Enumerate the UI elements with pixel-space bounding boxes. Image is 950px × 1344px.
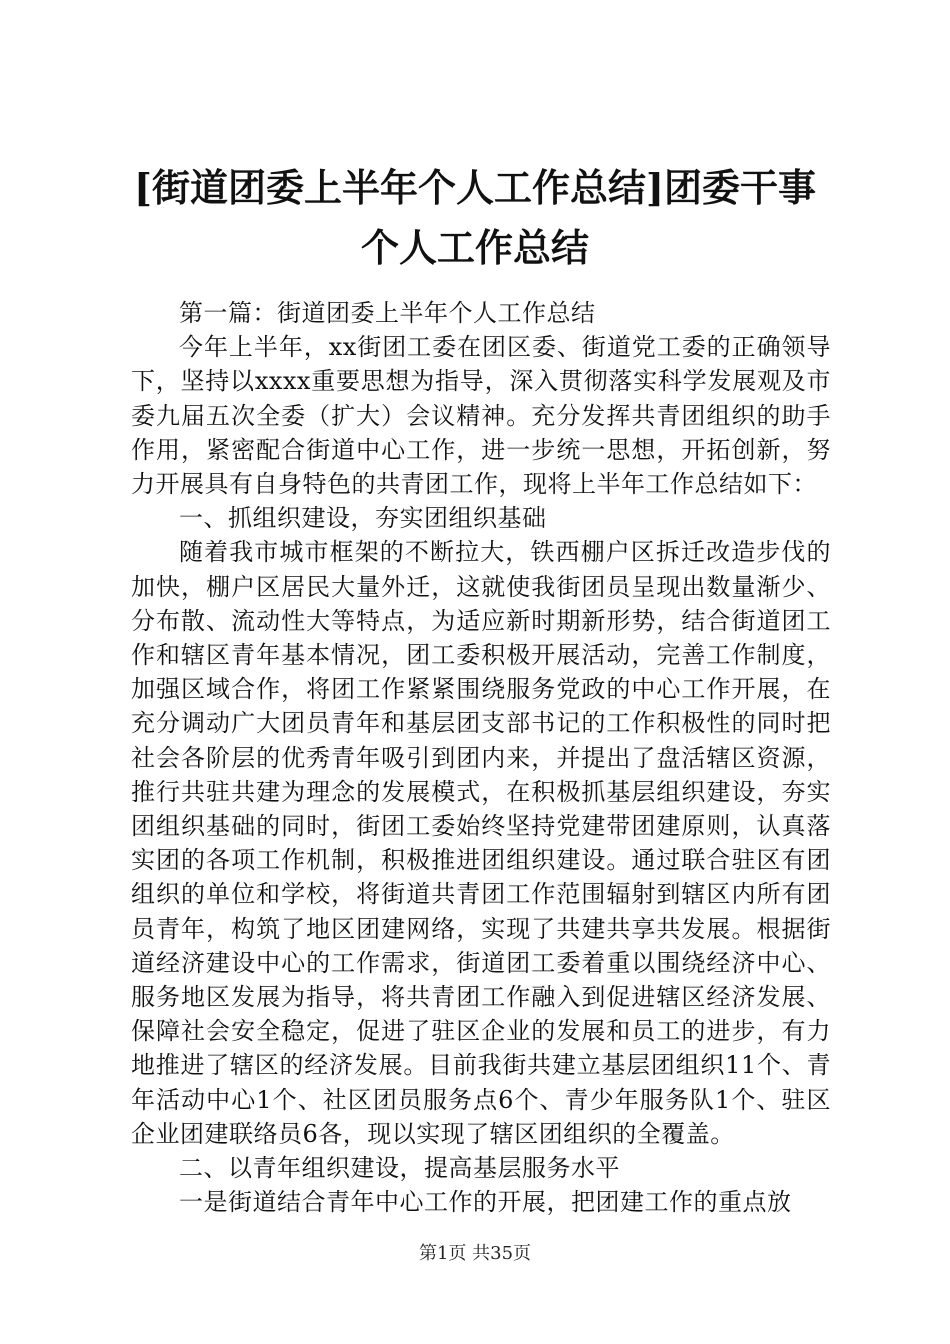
section-heading: 二、以青年组织建设，提高基层服务水平: [179, 1154, 620, 1183]
paragraph: 今年上半年，xx街团工委在团区委、街道党工委的正确领导下，坚持以xxxx重要思想为指导，深入贯彻落实科学发展观及市委九届五次全委（扩大）会议精神。充分发挥共青团组织的助手作用，紧密配合街道中心工作，进一步统一思想，开拓创新，努力开展具有自身特色的共青团工作，现将上半年工作总结如下：: [131, 333, 831, 499]
paragraph: 一是街道结合青年中心工作的开展，把团建工作的重点放: [179, 1188, 792, 1217]
page-number-footer: 第1页 共35页: [418, 1243, 532, 1264]
document-title: [街道团委上半年个人工作总结]团委干事个人工作总结: [134, 165, 816, 270]
document-body: [131, 296, 831, 1219]
section-heading: 第一篇：街道团委上半年个人工作总结: [179, 299, 596, 327]
section-heading: 一、抓组织建设，夯实团组织基础: [179, 504, 547, 533]
paragraph: 随着我市城市框架的不断拉大，铁西棚户区拆迁改造步伐的加快，棚户区居民大量外迁，这就使我街团员呈现出数量渐少、分布散、流动性大等特点，为适应新时期新形势，结合街道团工作和辖区青年基本情况，团工委积极开展活动，完善工作制度，加强区域合作，将团工作紧紧围绕服务党政的中心工作开展，在充分调动广大团员青年和基层团支部书记的工作积极性的同时把社会各阶层的优秀青年吸引到团内来，并提出了盘活辖区资源，推行共驻共建为理念的发展模式，在积极抓基层组织建设，夯实团组织基础的同时，街团工委始终坚持党建带团建原则，认真落实团的各项工作机制，积极推进团组织建设。通过联合驻区有团组织的单位和学校，将街道共青团工作范围辐射到辖区内所有团员青年，构筑了地区团建网络，实现了共建共享共发展。根据街道经济建设中心的工作需求，街道团工委着重以围绕经济中心、服务地区发展为指导，将共青团工作融入到促进辖区经济发展、保障社会安全稳定，促进了驻区企业的发展和员工的进步，有力地推进了辖区的经济发展。目前我街共建立基层团组织11个、青年活动中心1个、社区团员服务点6个、青少年服务队1个、驻区企业团建联络员6各，现以实现了辖区团组织的全覆盖。: [131, 538, 831, 1148]
